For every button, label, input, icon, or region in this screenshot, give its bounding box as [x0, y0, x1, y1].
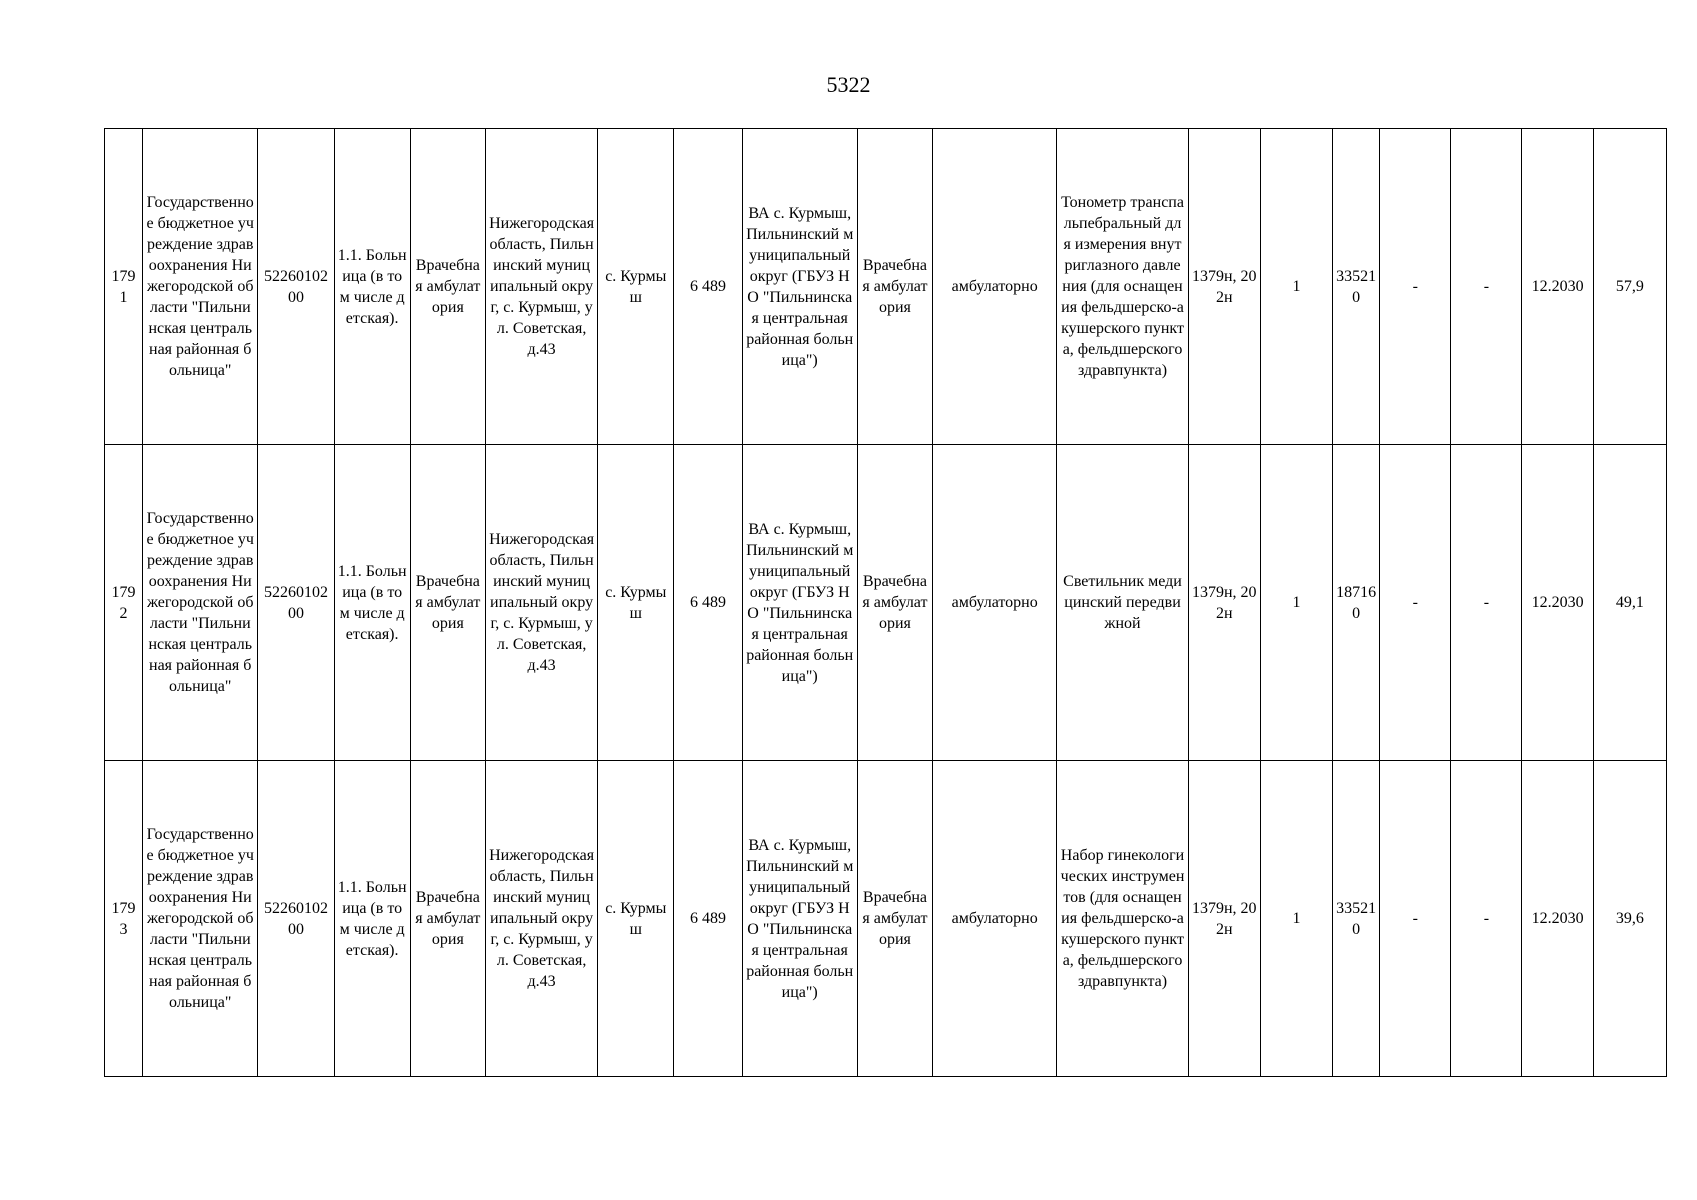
organization-name: Государственное бюджетное учреждение здравоохранения Нижегородской области "Пильнинская центральная районная больница" — [143, 445, 258, 761]
unit-name-secondary: Врачебная амбулатория — [857, 445, 932, 761]
address: Нижегородская область, Пильнинский муниципальный округ, с. Курмыш, ул. Советская, д.43 — [485, 761, 597, 1077]
organization-code: 5226010200 — [258, 761, 334, 1077]
equipment-name: Тонометр транспальпебральный для измерения внутриглазного давления (для оснащения фельдшерско-акушерского пункта, фельдшерского здравпункта) — [1057, 129, 1188, 445]
table-row — [105, 129, 1667, 445]
address: Нижегородская область, Пильнинский муниципальный округ, с. Курмыш, ул. Советская, д.43 — [485, 445, 597, 761]
quantity: 1 — [1260, 761, 1332, 1077]
empty-value: - — [1451, 761, 1522, 1077]
organization-name: Государственное бюджетное учреждение здравоохранения Нижегородской области "Пильнинская центральная районная больница" — [143, 761, 258, 1077]
deadline-date: 12.2030 — [1522, 761, 1593, 1077]
equipment-name: Светильник медицинский передвижной — [1057, 445, 1188, 761]
deadline-date: 12.2030 — [1522, 445, 1593, 761]
address: Нижегородская область, Пильнинский муниципальный округ, с. Курмыш, ул. Советская, д.43 — [485, 129, 597, 445]
equipment-code: 187160 — [1333, 445, 1380, 761]
facility-name: ВА с. Курмыш, Пильнинский муниципальный округ (ГБУЗ НО "Пильнинская центральная районная больница") — [742, 129, 857, 445]
row-number: 1791 — [105, 129, 143, 445]
order-reference: 1379н, 202н — [1188, 129, 1260, 445]
empty-value: - — [1451, 129, 1522, 445]
equipment-name: Набор гинекологических инструментов (для оснащения фельдшерско-акушерского пункта, фельдшерского здравпункта) — [1057, 761, 1188, 1077]
care-mode: амбулаторно — [933, 761, 1057, 1077]
unit-name-secondary: Врачебная амбулатория — [857, 129, 932, 445]
organization-name: Государственное бюджетное учреждение здравоохранения Нижегородской области "Пильнинская центральная районная больница" — [143, 129, 258, 445]
facility-name: ВА с. Курмыш, Пильнинский муниципальный округ (ГБУЗ НО "Пильнинская центральная районная больница") — [742, 761, 857, 1077]
settlement: с. Курмыш — [598, 445, 674, 761]
institution-type: 1.1. Больница (в том числе детская). — [334, 445, 410, 761]
care-mode: амбулаторно — [933, 129, 1057, 445]
table-row — [105, 445, 1667, 761]
table-row — [105, 761, 1667, 1077]
empty-value: - — [1451, 445, 1522, 761]
facility-name: ВА с. Курмыш, Пильнинский муниципальный округ (ГБУЗ НО "Пильнинская центральная районная больница") — [742, 445, 857, 761]
order-reference: 1379н, 202н — [1188, 761, 1260, 1077]
empty-value: - — [1380, 129, 1451, 445]
population: 6 489 — [674, 761, 742, 1077]
amount: 39,6 — [1593, 761, 1666, 1077]
population: 6 489 — [674, 445, 742, 761]
empty-value: - — [1380, 761, 1451, 1077]
quantity: 1 — [1260, 445, 1332, 761]
settlement: с. Курмыш — [598, 761, 674, 1077]
settlement: с. Курмыш — [598, 129, 674, 445]
organization-code: 5226010200 — [258, 445, 334, 761]
unit-name-secondary: Врачебная амбулатория — [857, 761, 932, 1077]
unit-name: Врачебная амбулатория — [410, 129, 485, 445]
row-number: 1793 — [105, 761, 143, 1077]
institution-type: 1.1. Больница (в том числе детская). — [334, 129, 410, 445]
equipment-table — [104, 128, 1667, 1077]
institution-type: 1.1. Больница (в том числе детская). — [334, 761, 410, 1077]
order-reference: 1379н, 202н — [1188, 445, 1260, 761]
amount: 57,9 — [1593, 129, 1666, 445]
empty-value: - — [1380, 445, 1451, 761]
quantity: 1 — [1260, 129, 1332, 445]
equipment-code: 335210 — [1333, 761, 1380, 1077]
unit-name: Врачебная амбулатория — [410, 445, 485, 761]
page-number: 5322 — [826, 72, 871, 97]
organization-code: 5226010200 — [258, 129, 334, 445]
unit-name: Врачебная амбулатория — [410, 761, 485, 1077]
population: 6 489 — [674, 129, 742, 445]
deadline-date: 12.2030 — [1522, 129, 1593, 445]
row-number: 1792 — [105, 445, 143, 761]
equipment-code: 335210 — [1333, 129, 1380, 445]
amount: 49,1 — [1593, 445, 1666, 761]
care-mode: амбулаторно — [933, 445, 1057, 761]
